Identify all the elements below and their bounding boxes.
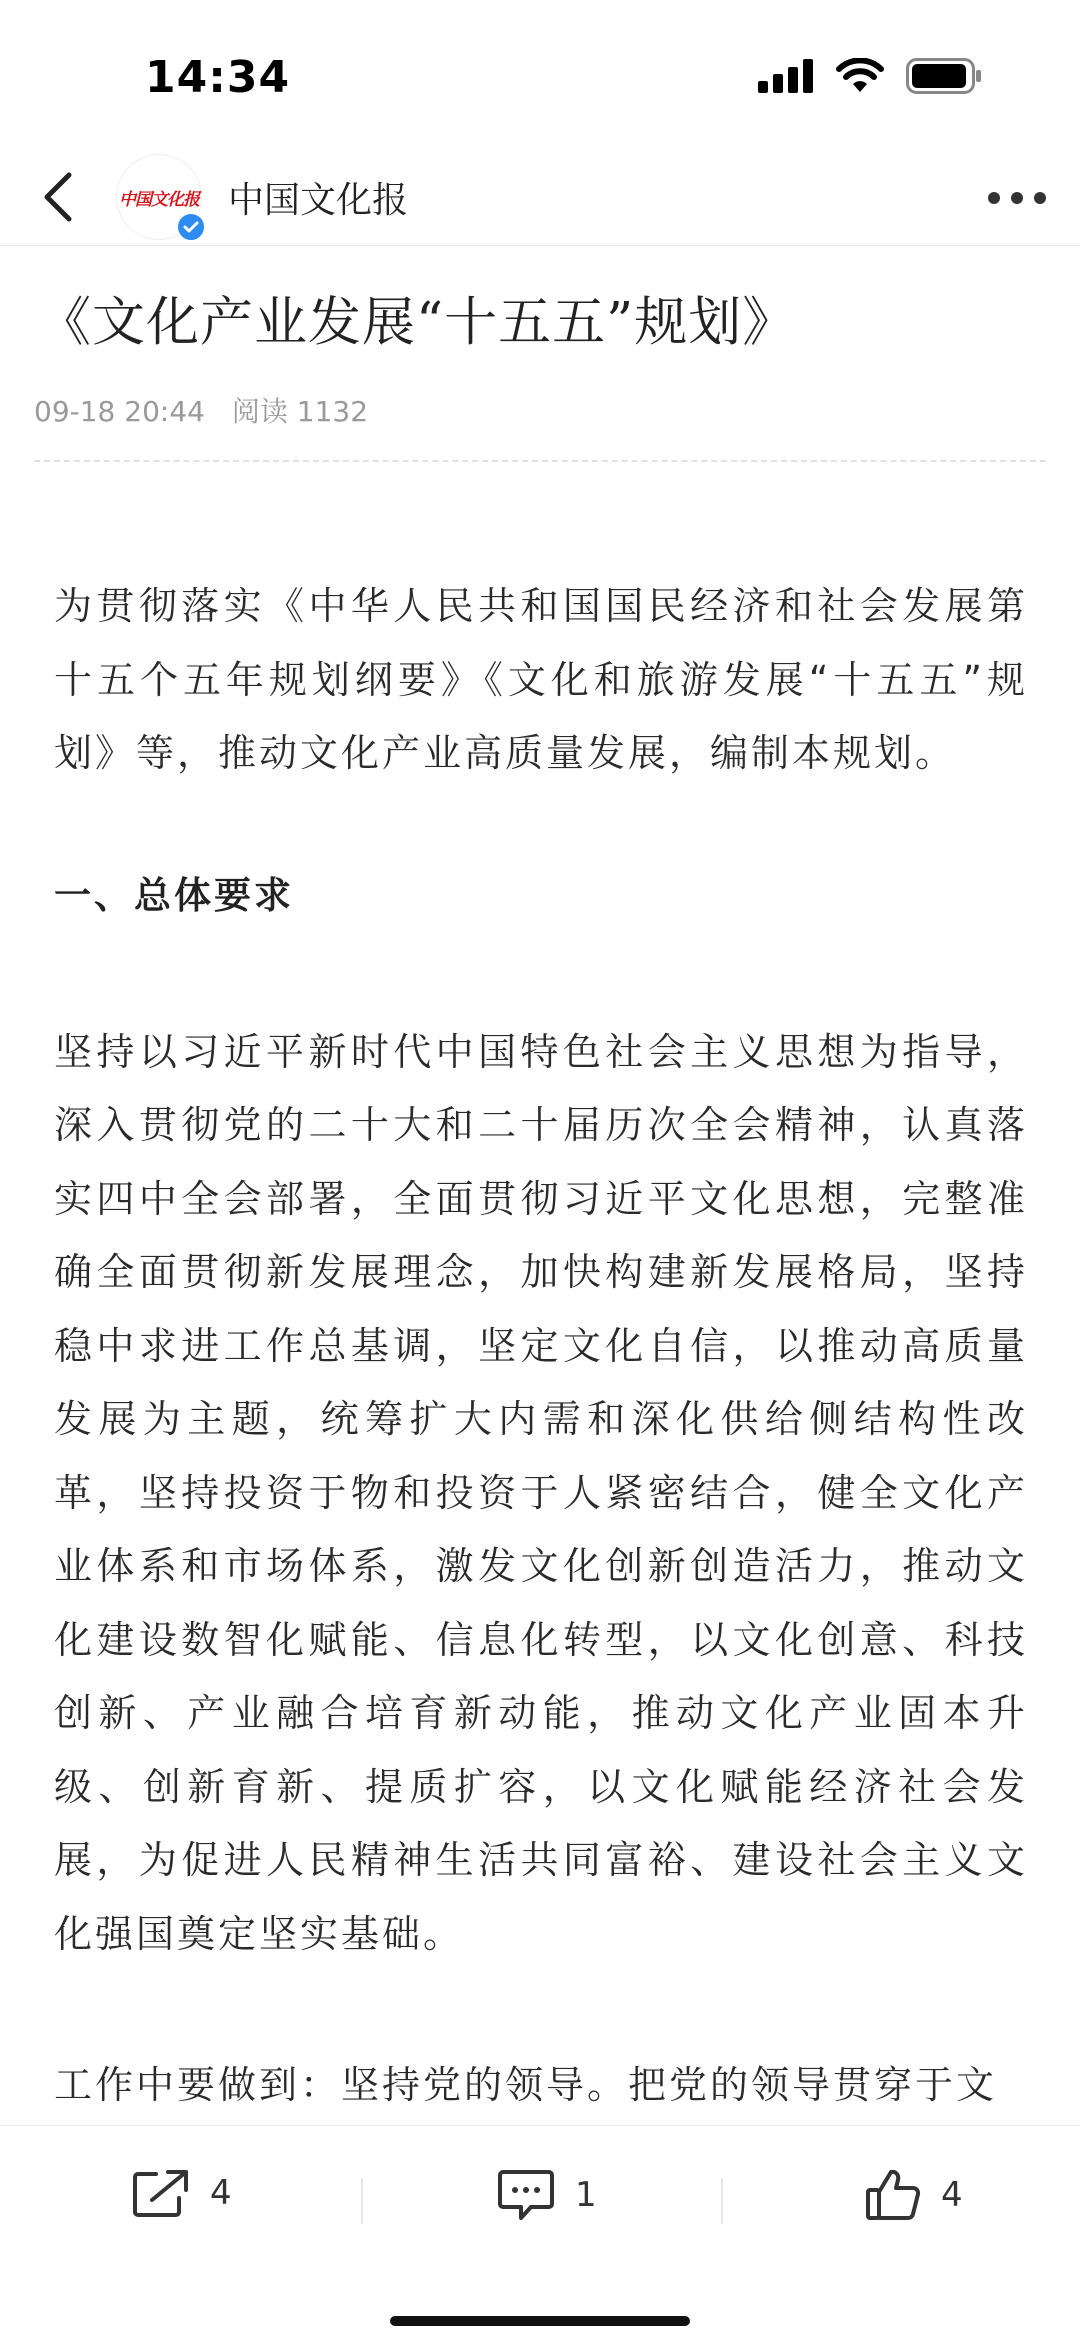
more-button[interactable] (982, 170, 1052, 226)
home-indicator[interactable] (390, 2316, 690, 2326)
signal-icon (758, 59, 814, 93)
action-bar (0, 2125, 1080, 2348)
comment-icon (497, 2168, 555, 2222)
comment-button[interactable] (497, 2168, 597, 2222)
share-icon (132, 2168, 190, 2218)
account-name[interactable]: 中国文化报 (228, 180, 409, 221)
dashed-divider (34, 460, 1046, 462)
read-count: 阅读 1132 (231, 395, 369, 428)
status-time: 14:34 (145, 52, 291, 103)
comment-count: 1 (575, 2175, 597, 2215)
status-icons (758, 58, 982, 94)
verified-check-icon (175, 211, 207, 243)
action-separator (721, 2178, 723, 2224)
thumbs-up-icon (865, 2168, 921, 2222)
avatar[interactable] (116, 154, 202, 240)
section-heading: 一、总体要求 (54, 873, 294, 917)
nav-bar (0, 150, 1080, 246)
article-content (54, 570, 1028, 2123)
intro-paragraph: 为贯彻落实《中华人民共和国国民经济和社会发展第十五个五年规划纲要》《文化和旅游发展“十五五”规划》等，推动文化产业高质量发展，编制本规划。 (54, 584, 1028, 775)
status-bar (0, 0, 1080, 150)
share-count: 4 (210, 2173, 232, 2213)
publish-date: 09-18 20:44 (34, 395, 205, 428)
body-paragraph-2: 工作中要做到：坚持党的领导。把党的领导贯穿于文 (54, 2063, 998, 2107)
battery-icon (906, 58, 982, 94)
avatar-logo: 中国文化报 (119, 189, 199, 210)
chevron-left-icon (39, 171, 75, 223)
article-meta (34, 390, 386, 430)
action-separator (361, 2178, 363, 2224)
like-button[interactable] (865, 2168, 963, 2222)
back-button[interactable] (22, 162, 92, 232)
share-button[interactable] (132, 2168, 232, 2218)
like-count: 4 (941, 2175, 963, 2215)
more-dots-icon (987, 191, 1047, 205)
wifi-icon (836, 58, 884, 94)
body-paragraph: 坚持以习近平新时代中国特色社会主义思想为指导，深入贯彻党的二十大和二十届历次全会精神，认真落实四中全会部署，全面贯彻习近平文化思想，完整准确全面贯彻新发展理念，加快构建新发展格局，坚持稳中求进工作总基调，坚定文化自信，以推动高质量发展为主题，统筹扩大内需和深化供给侧结构性改革，坚持投资于物和投资于人紧密结合，健全文化产业体系和市场体系，激发文化创新创造活力，推动文化建设数智化赋能、信息化转型，以文化创意、科技创新、产业融合培育新动能，推动文化产业固本升级、创新育新、提质扩容，以文化赋能经济社会发展，为促进人民精神生活共同富裕、建设社会主义文化强国奠定坚实基础。 (54, 1029, 1028, 1956)
article-title: 《文化产业发展“十五五”规划》 (38, 292, 797, 353)
